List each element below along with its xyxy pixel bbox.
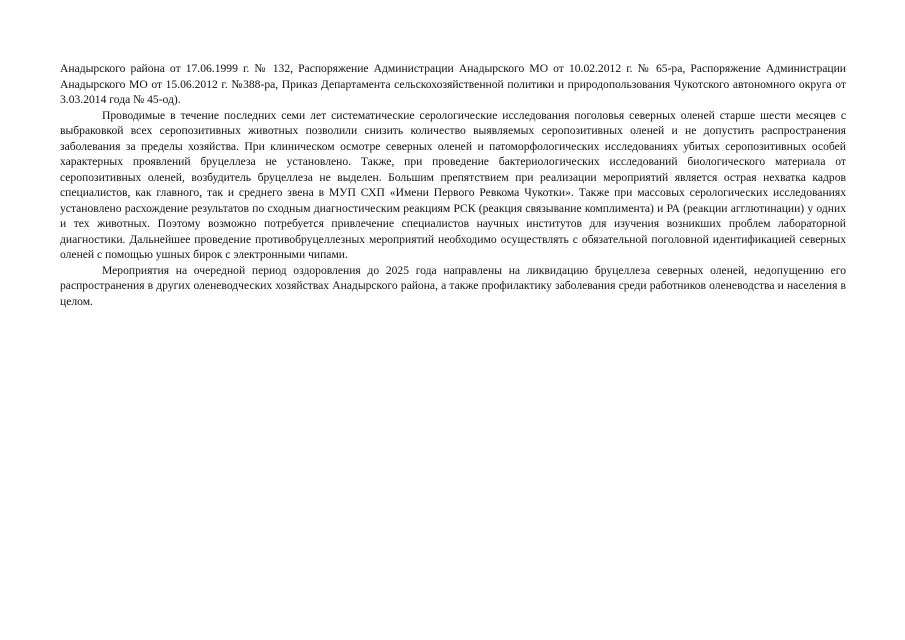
paragraph-continuation: Анадырского района от 17.06.1999 г. № 132, Распоряжение Администрации Анадырского МО от 10.02.2012 г. № 65-ра, Распоряжение Администрации Анадырского МО от 15.06.2012 г. №388-ра, Приказ Департамента сельскохозяйственной политики и природопользования Чукотского автономного округа от 3.03.2014 года № 45-од). [60, 62, 846, 106]
paragraph-next-period-measures: Мероприятия на очередной период оздоровления до 2025 года направлены на ликвидацию бруцеллеза северных оленей, недопущению его распространения в других оленеводческих хозяйствах Анадырского района, а также профилактику заболевания среди работников оленеводства и населения в целом. [60, 263, 846, 308]
paragraph-serology-results: Проводимые в течение последних семи лет систематические серологические исследования поголовья северных оленей старше шести месяцев с выбраковкой всех серопозитивных животных позволили снизить количество выявляемых серопозитивных оленей и не допустить распространения заболевания за пределы хозяйства. При клиническом осмотре северных оленей и патоморфологических исследованиях убитых серопозитивных особей характерных проявлений бруцеллеза не установлено. Также, при проведение бактериологических исследований биологического материала от серопозитивных оленей, возбудитель бруцеллеза не выделен. Большим препятствием при реализации мероприятий является острая нехватка кадров специалистов, как главного, так и среднего звена в МУП СХП «Имени Первого Ревкома Чукотки». Также при массовых серологических исследованиях установлено расхождение результатов по сходным диагностическим реакциям РСК (реакция связывание комплимента) и РА (реакции агглютинации) у одних и тех животных. Поэтому возможно потребуется привлечение специалистов научных институтов для изучения возникших проблем лабораторной диагностики. Дальнейшее проведение противобруцеллезных мероприятий необходимо осуществлять с обязательной поголовной идентификацией северных оленей с помощью ушных бирок с электронными чипами. [60, 108, 846, 261]
document-body [60, 61, 846, 309]
